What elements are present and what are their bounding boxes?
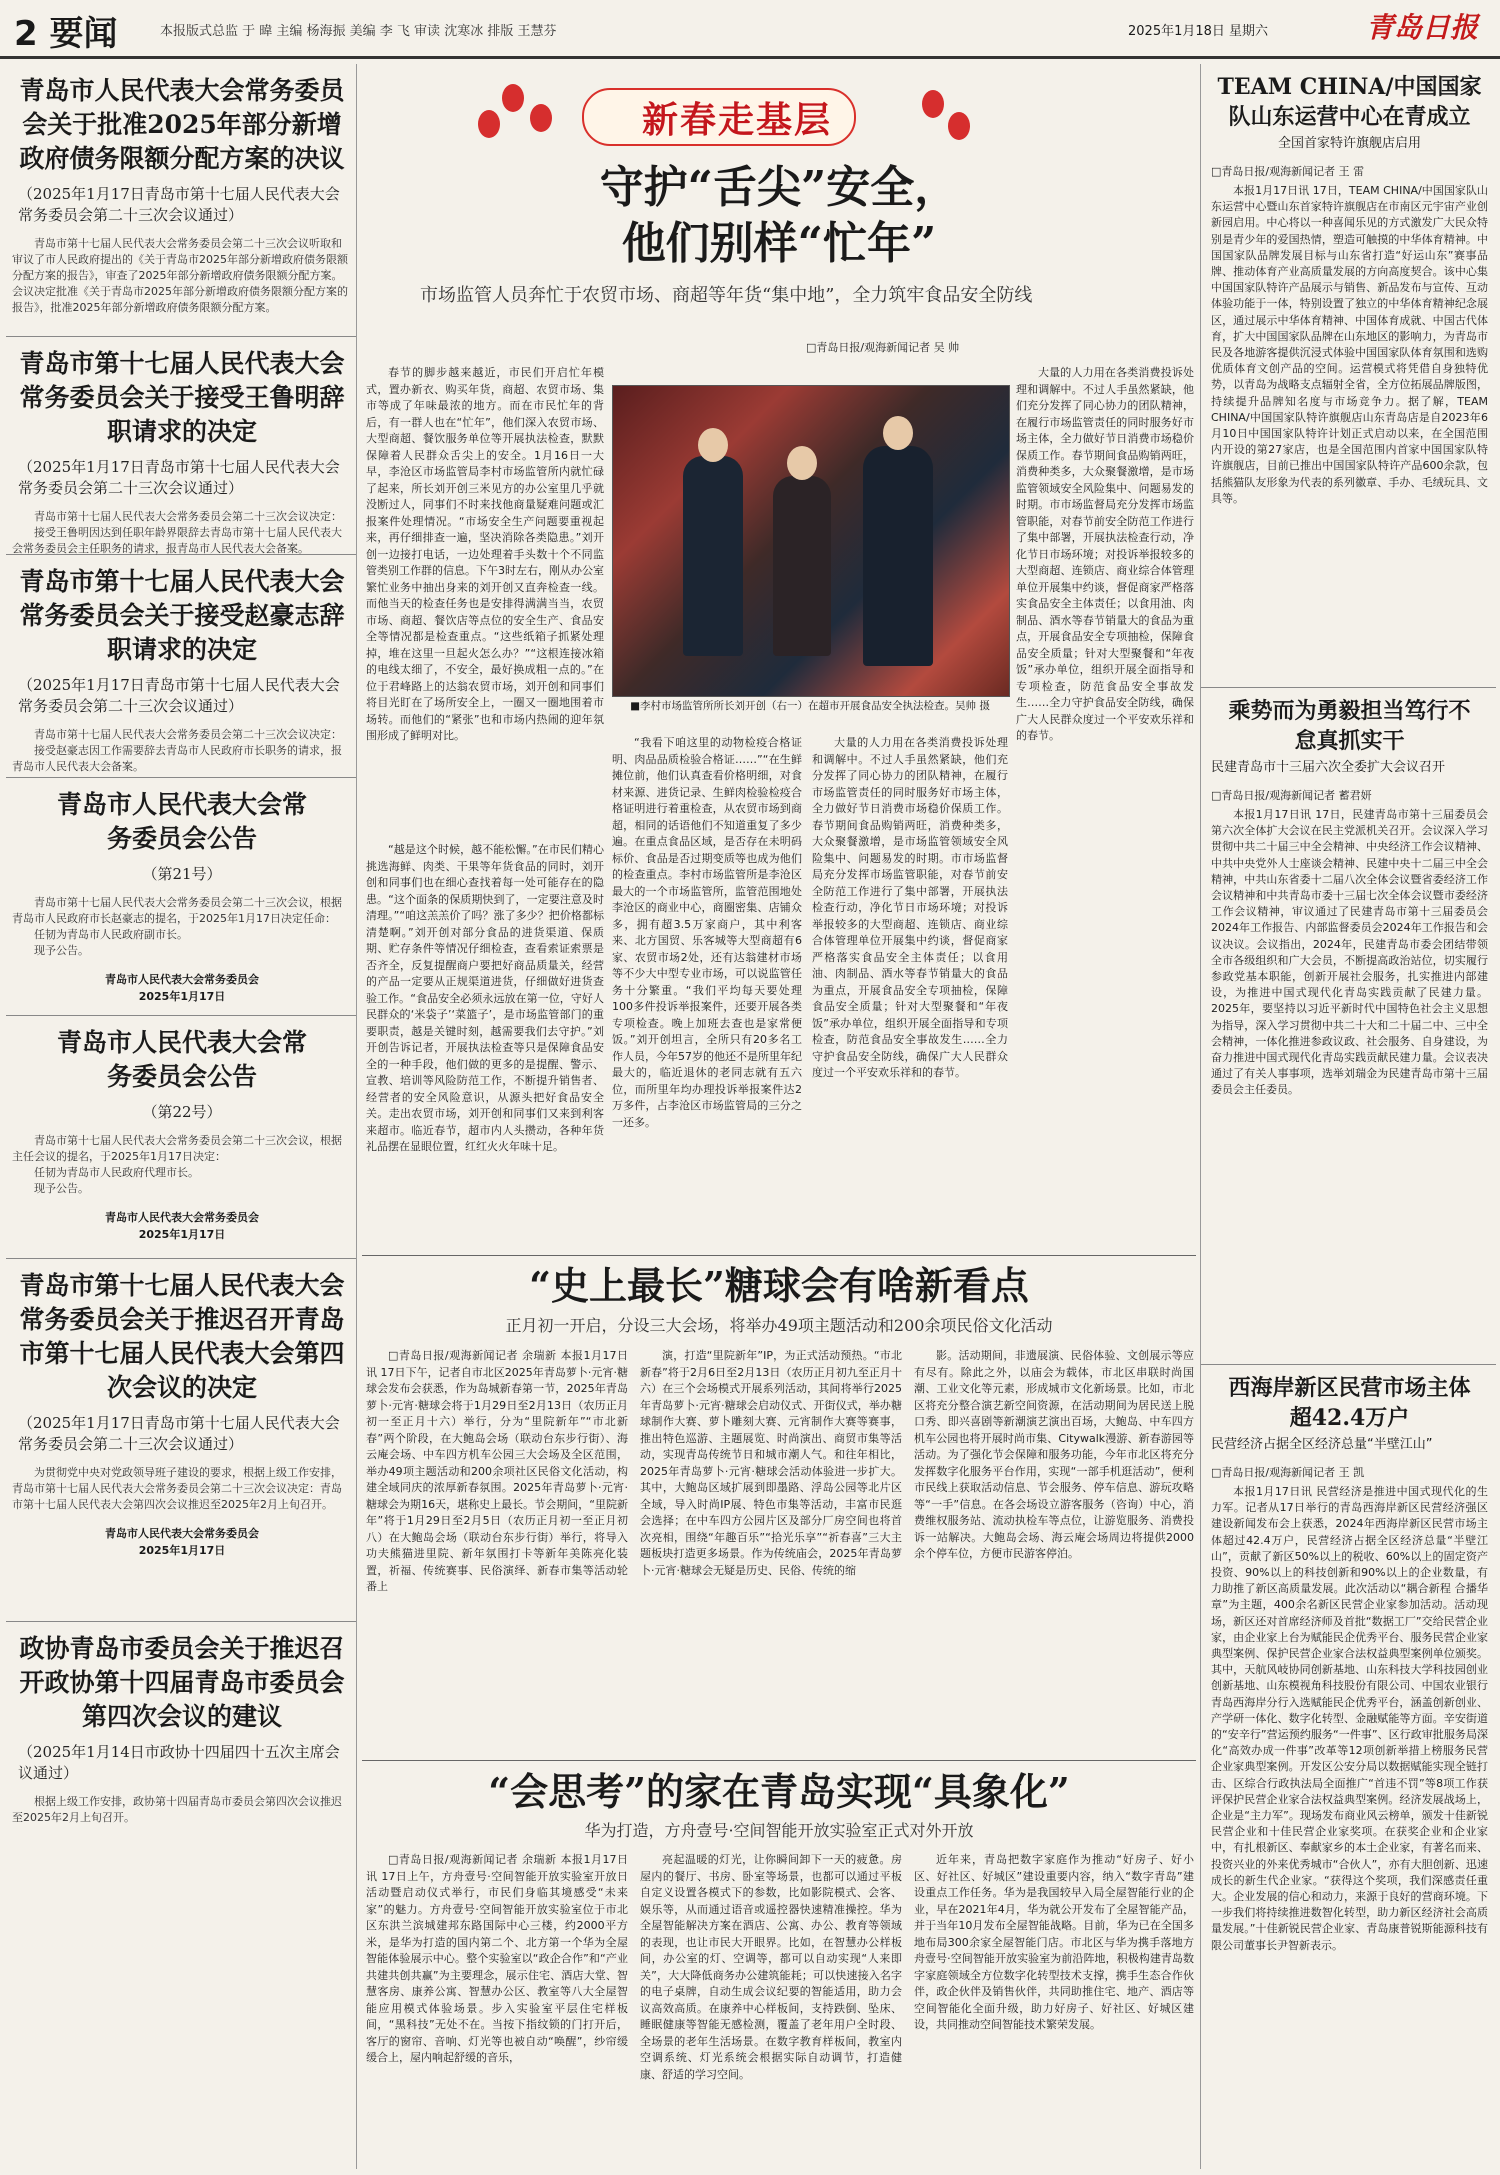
photo-figure xyxy=(773,476,831,656)
article-body xyxy=(1211,1484,1488,1954)
article-sugar-ball-col2 xyxy=(640,1348,902,1748)
article-paragraph: 大量的人力用在各类消费投诉处理和调解中。不过人手虽然紧缺，他们充分发挥了同心协力的团队精神，在履行市场监管责任的同时服务好市场主体，全力做好节日消费市场稳价保质工作。春节期间食品购销两旺，消费种类多，大众聚餐激增，是市场监管领域安全风险集中、问题易发的时期。市市场监督局充分发挥市场监管职能，对春节前安全防范工作进行了集中部署，开展执法检查行动，净化节日市场环境；对投诉举报较多的大型商超、连锁店、商业综合体管理单位开展集中约谈，督促商家严格落实食品安全主体责任；以食用油、肉制品、酒水等春节销量大的食品为重点，开展食品安全专项抽检，保障食品安全质量；针对大型聚餐和“年夜饭”承办单位，组织开展全面指导和专项检查，防范食品安全事故发生……全力守护食品安全防线，确保广大人民群众度过一个平安欢乐祥和的春节。 xyxy=(1016,366,1194,742)
photo-figure-head xyxy=(883,416,913,450)
banner-text: 新春走基层 xyxy=(642,99,833,141)
headline-line: 守护“舌尖”安全， xyxy=(599,162,959,213)
article-paragraph: 春节的脚步越来越近，市民们开启忙年模式，置办新衣、购买年货，商超、农贸市场、集市等成了年味最浓的地方。而在市民忙年的背后，有一群人也在“忙年”，他们深入农贸市场、大型商超、餐饮服务单位等开展执法检查，默默保障着人民群众舌尖上的安全。1月16日一大早，李沧区市场监管局李村市场监管所内就忙碌了起来，所长刘开创三米见方的办公室里几乎就没断过人，同事们不时来找他商量疑难问题或汇报案件处理情况。“市场安全生产问题要重视起来，再仔细排查一遍，坚决消除各类隐患。”刘开创一边接打电话，一边处理着手头数十个不同监管类别工作群的信息。下午3时左右，刚从办公室繁忙业务中抽出身来的刘开创又直奔检查一线。而他当天的检查任务也是安排得满满当当，农贸市场、商超、餐饮店等点位的安全生产、食品安全等情况都是检查重点。“这些纸箱子抓紧处理掉，堆在这里一旦起火怎么办？”“这根连接冰箱的电线太细了，不安全，最好换成粗一点的。”在位于君峰路上的达翁农贸市场，刘开创和同事们将目光盯在了场所安全上，一圈又一圈地围着市场转。而他们的“紧张”也和市场内热闹的迎年氛围形成了鲜明对比。 xyxy=(366,366,604,742)
article-title: 西海岸新区民营市场主体超42.4万户 xyxy=(1228,1375,1471,1431)
article-byline: □青岛日报/观海新闻记者 王 雷 xyxy=(1211,165,1365,178)
article-democratic-league xyxy=(1201,688,1496,1365)
notice-number: （第21号） xyxy=(142,865,222,883)
page-header xyxy=(0,0,1500,59)
notice-title: 青岛市人民代表大会常务委员会公告 xyxy=(56,1028,307,1091)
article-byline: □青岛日报/观海新闻记者 王 凯 xyxy=(1211,1466,1365,1479)
article-smart-home-col3 xyxy=(914,1852,1194,2170)
left-column xyxy=(6,64,357,2169)
signature-org: 青岛市人民代表大会常务委员会 xyxy=(105,1527,259,1540)
section-divider xyxy=(362,1760,1196,1761)
photo-figure xyxy=(863,446,933,666)
article-title: TEAM CHINA/中国国家队山东运营中心在青成立 xyxy=(1217,74,1482,130)
notice-body: 现予公告。 xyxy=(34,1182,89,1195)
article-paragraph: 亮起温暖的灯光，让你瞬间卸下一天的疲惫。房屋内的餐厅、书房、卧室等场景，也都可以通过平板自定义设置各模式下的参数，比如影院模式、会客、娱乐等，从而通过语音或遥控器快速精准操控。华为全屋智能解决方案在酒店、公寓、办公、教育等领域的表现，也让市民大开眼界。比如，在智慧办公样板间，办公室的灯、空调等，都可以自动实现“人来即关”，大大降低商务办公建筑能耗；可以快速接入名字的电子桌牌，自动生成会议纪要的智能适用，助力会议高效高质。在康养中心样板间，支持跌倒、坠床、睡眠健康等智能无感检测，覆盖了老年用户全时段、全场景的老年生活场景。在数字教育样板间，教室内空调系统、灯光系统会根据实际自动调节，打造健康、舒适的学习空间。 xyxy=(640,1853,902,2081)
notice-note: （2025年1月17日青岛市第十七届人民代表大会常务委员会第二十三次会议通过） xyxy=(18,185,340,224)
notice-note: （2025年1月17日青岛市第十七届人民代表大会常务委员会第二十三次会议通过） xyxy=(18,1414,340,1453)
photo-caption: ■李村市场监管所所长刘开创（右一）在超市开展食品安全执法检查。吴帅 摄 xyxy=(630,700,990,712)
notice-body: 青岛市第十七届人民代表大会常务委员会第二十三次会议听取和审议了市人民政府提出的《关于青岛市2025年部分新增政府债务限额分配方案的报告》，审查了2025年部分新增政府债务限额分配方案。会议决定批准《关于青岛市2025年部分新增政府债务限额分配方案的报告》，批准2025年部分新增政府债务限额分配方案。 xyxy=(12,237,348,314)
notice-body: 任韧为青岛市人民政府代理市长。 xyxy=(34,1166,199,1179)
issue-date: 2025年1月18日 星期六 xyxy=(1128,24,1269,39)
notice-body: 青岛市第十七届人民代表大会常务委员会第二十三次会议决定： xyxy=(34,728,342,741)
news-photo-inspection xyxy=(612,385,1010,697)
signature-org: 青岛市人民代表大会常务委员会 xyxy=(105,973,259,986)
article-food-safety-subtitle: 市场监管人员奔忙于农贸市场、商超等年货“集中地”，全力筑牢食品安全防线 xyxy=(420,285,1033,306)
article-title: 乘势而为勇毅担当笃行不怠真抓实干 xyxy=(1228,698,1471,754)
photo-figure xyxy=(683,456,743,656)
article-paragraph: “越是这个时候，越不能松懈。”在市民们精心挑选海鲜、肉类、干果等年货食品的同时，刘开创和同事们也在细心查找着每一处可能存在的隐患。“这个面条的保质期快到了，一定要注意及时清理。”“咱这羔羔价了吗？涨了多少？把价格都标清楚啊。”刘开创对部分食品的进货渠道、保质期、贮存条件等情况仔细检查，查看索证索票是否齐全，反复提醒商户要把好商品质量关，经营的产品一定要从正规渠道进货，仔细做好进货查验工作。“食品安全必须永远放在第一位，守好人民群众的‘米袋子’‘菜篮子’，是市场监管部门的重要职责，越是关键时刻，越需要我们去守护。”刘开创告诉记者，开展执法检查等只是保障食品安全的一种手段，他们做的更多的是提醒、警示、宣教、培训等风险防范工作，不断提升销售者、经营者的安全风险意识，从源头把好食品安全关。走出农贸市场，刘开创和同事们又来到利客来超市。临近春节，超市内人头攒动，各种年货礼品摆在显眼位置，红红火火年味十足。 xyxy=(366,843,604,1153)
article-smart-home-subtitle: 华为打造，方舟壹号·空间智能开放实验室正式对外开放 xyxy=(584,1821,974,1840)
article-food-safety-col4 xyxy=(812,735,1008,1247)
lantern-icon xyxy=(478,110,500,138)
notice-signature xyxy=(12,1525,352,1559)
signature-date: 2025年1月17日 xyxy=(138,990,226,1003)
article-sugar-ball-col3 xyxy=(914,1348,1194,1748)
notice-body: 青岛市第十七届人民代表大会常务委员会第二十三次会议决定： xyxy=(34,510,342,523)
article-paragraph: 本报1月17日讯 民营经济是推进中国式现代化的生力军。记者从17日举行的青岛西海岸新区民营经济强区建设新闻发布会上获悉，2024年西海岸新区民营市场主体超过42.4万户，民营经济占据全区经济总量“半壁江山”，贡献了新区50%以上的税收、60%以上的固定资产投资、90%以上的科技创新和90%以上的企业数量，有力助推了新区高质量发展。此次活动以“耦合新程 合播华章”为主题，400余名新区民营企业家参加活动。活动现场，新区还对首席经济师及首批“数据工厂”交给民营企业家，由企业家上台为赋能民企优秀平台、服务民营企业家典型案例、保护民营企业家合法权益典型案例单位颁奖。其中，天航风岐协同创新基地、山东科技大学科技园创业创新基地、山东模视角科技股份有限公司、中国农业银行青岛西海岸分行入选赋能民企优秀平台，涵盖创新创业、产学研一体化、数字化转型、金融赋能等方面。辛安街道的“安辛行”营运预约服务“一件事”、区行政审批服务局深化“高效办成一件事”改革等12项创新举措上榜服务民营企业家典型案例。开发区公安分局以数据赋能实现全链打击、区综合行政执法局全面推广“首违不罚”等8项工作获评保护民营企业家合法权益典型案例。经济发展战场上，企业是“主力军”。现场发布商业风云榜单，颁发十佳新锐民营企业和十佳民营企业家奖项。在获奖企业和企业家中，有扎根新区、奉献家乡的本土企业家，有著名而来、投资兴业的外来优秀城市“合伙人”，亦有大胆创新、迅速成长的新生代企业家。“获得这个奖项，我们深感责任重大。企业发展的信心和动力，来源于良好的营商环境。下一步我们将持续推进数智化转型，助力新区经济社会高质量发展。”十佳新锐民营企业家、青岛康普锐斯能源科技有限公司董事长尹智新表示。 xyxy=(1211,1485,1488,1952)
notice-note: （2025年1月17日青岛市第十七届人民代表大会常务委员会第二十三次会议通过） xyxy=(18,676,340,715)
notice-body: 根据上级工作安排，政协第十四届青岛市委员会第四次会议推迟至2025年2月上旬召开。 xyxy=(12,1795,342,1824)
editor-credits: 本报版式总监 于 暐 主编 杨海振 美编 李 飞 审读 沈寒冰 排版 王慧芬 xyxy=(160,24,557,39)
signature-date: 2025年1月17日 xyxy=(138,1228,226,1241)
lantern-icon xyxy=(922,90,944,118)
article-body xyxy=(1211,807,1488,1099)
article-paragraph: □青岛日报/观海新闻记者 余瑞新 本报1月17日讯 17日上午，方舟壹号·空间智能开放实验室开放日活动暨启动仪式举行，市民们身临其境感受“未来家”的魅力。方舟壹号·空间智能开放实验室位于市北区东洪兰滨城建邦东路国际中心三楼，约2000平方米，是华为打造的国内第二个、北方第一个华为全屋智能体验展示中心。整个实验室以“政企合作”和“产业共建共创共赢”为主要理念，展示住宅、酒店大堂、智慧客房、康养公寓、智慧办公区、教室等八大全屋智能应用模式体验场景。步入实验室平层住宅样板间，“黑科技”无处不在。当按下指纹锁的门打开后，客厅的窗帘、音响、灯光等也被自动“唤醒”，纱帘缓缓合上，屋内响起舒缓的音乐， xyxy=(366,1853,628,2064)
article-subtitle: 民建青岛市十三届六次全委扩大会议召开 xyxy=(1211,760,1446,775)
article-food-safety-col1 xyxy=(366,365,604,840)
article-body xyxy=(1211,183,1488,507)
notice-title: 青岛市第十七届人民代表大会常务委员会关于接受王鲁明辞职请求的决定 xyxy=(19,349,345,446)
right-column xyxy=(1200,64,1496,2169)
notice-postpone-npc xyxy=(6,1259,356,1622)
headline-line: 他们别样“忙年” xyxy=(621,218,937,269)
article-paragraph: 本报1月17日讯 17日，TEAM CHINA/中国国家队山东运营中心暨山东首家特许旗舰店在市南区元宇宙产业创新园启用。中心将以一种喜闻乐见的方式激发广大民众特别是青少年的爱国热情，塑造可触摸的中华体育精神。中国国家队品牌发展目标与山东省打造“好运山东”赛事品牌、推动体育产业高质量发展的方向高度契合。该中心集中国国家队特许产品展示与销售、新品发布与宣传、互动体验功能于一体，特别设置了独立的中华体育精神纪念展区，通过展示中华体育精神、中国体育成就、中国古代体育，扩大中国国家队品牌在山东地区的影响力，为青岛市民及各地游客提供沉浸式体验中国国家队体育氛围和选购优质体育文创产品的空间。运营模式将凭借自身独特优势，以青岛为战略支点辐射全省，全方位拓展品牌版图，持续提升品牌知名度与市场竞争力。据了解，TEAM CHINA/中国国家队特许旗舰店山东青岛店是自2023年6月10日中国国家队特许计划正式启动以来，在全国范围内开设的第27家店，也是全国范围内首家中国国家队特许旗舰店，目前已推出中国国家队特许产品600余款，包括熊猫队友形象为代表的系列徽章、手办、毛绒玩具、文具等。 xyxy=(1211,184,1488,505)
signature-date: 2025年1月17日 xyxy=(138,1544,226,1557)
article-food-safety-col5 xyxy=(1016,365,1194,1247)
notice-note: （2025年1月14日市政协十四届四十五次主席会议通过） xyxy=(18,1743,340,1782)
notice-body: 现予公告。 xyxy=(34,944,89,957)
notice-announcement-21 xyxy=(6,778,356,1016)
notice-note: （2025年1月17日青岛市第十七届人民代表大会常务委员会第二十三次会议通过） xyxy=(18,458,340,497)
notice-resign-zhao xyxy=(6,555,356,778)
lantern-icon xyxy=(948,112,970,140)
article-sugar-ball-subtitle: 正月初一开启，分设三大会场，将举办49项主题活动和200余项民俗文化活动 xyxy=(505,1316,1053,1335)
notice-title: 青岛市第十七届人民代表大会常务委员会关于推迟召开青岛市第十七届人民代表大会第四次会议的决定 xyxy=(19,1271,345,1402)
notice-title: 青岛市第十七届人民代表大会常务委员会关于接受赵豪志辞职请求的决定 xyxy=(19,567,345,664)
notice-signature xyxy=(12,1209,352,1243)
notice-number: （第22号） xyxy=(142,1103,222,1121)
notice-body: 青岛市第十七届人民代表大会常务委员会第二十三次会议，根据主任会议的提名，于2025年1月17日决定： xyxy=(12,1134,342,1163)
notice-debt-limit xyxy=(6,64,356,337)
lantern-icon xyxy=(530,104,552,132)
article-paragraph: 近年来，青岛把数字家庭作为推动“好房子、好小区、好社区、好城区”建设重要内容，纳入“数字青岛”建设重点工作任务。华为是我国较早入局全屋智能行业的企业，早在2021年4月，华为就公开发布了全屋智能产品，并于当年10月发布全屋智能战略。目前，华为已在全国多地布局300余家全屋智能门店。市北区与华为携手落地方舟壹号·空间智能开放实验室为前沿阵地，积极构建青岛数字家庭领域全方位数字化转型技术支撑，携手生态合作伙伴，政企伙伴及销售伙伴，共同助推住宅、地产、酒店等空间智能化全面升级，助力好房子、好社区、好城区建设，共同推动空间智能技术繁荣发展。 xyxy=(914,1853,1194,2031)
notice-signature xyxy=(12,971,352,1005)
article-food-safety-headline xyxy=(362,160,1196,272)
notice-title: 青岛市人民代表大会常务委员会关于批准2025年部分新增政府债务限额分配方案的决议 xyxy=(19,76,345,173)
article-paragraph: 影。活动期间，非遗展演、民俗体验、文创展示等应有尽有。除此之外，以庙会为载体，市北区串联时尚国潮、工业文化等元素，形成城市文化新场景。比如，市北区将充分整合演艺新空间资源，在活动期间为居民送上脱口秀、即兴喜剧等新潮演艺演出百场，大鲍岛、中车四方机车公园也将开展时尚市集、Citywalk漫游、新春游园等活动。为了强化节会保障和服务功能，今年市北区将充分发挥数字化服务平台作用，实现“一部手机逛活动”，便利市民线上获取活动信息、节会服务、停车信息、游玩攻略等“一手”信息。在各会场设立游客服务（咨询）中心，消费维权服务站、流动执检车等点位，让游览服务、消费投诉一站解决。大鲍岛会场、海云庵会场周边将提供2000余个停车位，方便市民游客停泊。 xyxy=(914,1349,1194,1560)
article-food-safety-col3 xyxy=(612,735,802,1247)
article-byline: □青岛日报/观海新闻记者 吴 帅 xyxy=(806,341,960,354)
article-subtitle: 民营经济占据全区经济总量“半壁江山” xyxy=(1211,1437,1433,1452)
notice-announcement-22 xyxy=(6,1016,356,1259)
notice-body: 为贯彻党中央对党政领导班子建设的要求，根据上级工作安排，青岛市第十七届人民代表大会常务委员会第二十三次会议决定：青岛市第十七届人民代表大会第四次会议推迟至2025年2月上旬召开。 xyxy=(12,1466,342,1511)
article-paragraph: 大量的人力用在各类消费投诉处理和调解中。不过人手虽然紧缺，他们充分发挥了同心协力的团队精神，在履行市场监管责任的同时服务好市场主体，全力做好节日消费市场稳价保质工作。春节期间食品购销两旺，消费种类多，大众聚餐激增，是市场监管领域安全风险集中、问题易发的时期。市市场监督局充分发挥市场监管职能，对春节前安全防范工作进行了集中部署，开展执法检查行动，净化节日市场环境；对投诉举报较多的大型商超、连锁店、商业综合体管理单位开展集中约谈，督促商家严格落实食品安全主体责任；以食用油、肉制品、酒水等春节销量大的食品为重点，开展食品安全专项抽检，保障食品安全质量；针对大型聚餐和“年夜饭”承办单位，组织开展全面指导和专项检查，防范食品安全事故发生……全力守护食品安全防线，确保广大人民群众度过一个平安欢乐祥和的春节。 xyxy=(812,736,1008,1079)
notice-body: 接受赵豪志因工作需要辞去青岛市人民政府市长职务的请求，报青岛市人民代表大会备案。 xyxy=(12,744,342,773)
notice-body: 接受王鲁明因达到任职年龄界限辞去青岛市第十七届人民代表大会常务委员会主任职务的请求，报青岛市人民代表大会备案。 xyxy=(12,526,342,555)
section-divider xyxy=(362,1255,1196,1256)
article-byline: □青岛日报/观海新闻记者 蓄君妍 xyxy=(1211,789,1372,802)
notice-body: 任韧为青岛市人民政府副市长。 xyxy=(34,928,188,941)
article-paragraph: 演，打造“里院新年”IP，为正式活动预热。“市北新春”将于2月6日至2月13日（农历正月初九至正月十六）在三个会场模式开展系列活动，其间将举行2025年青岛萝卜·元宵·糖球会启动仪式、开街仪式，举办糖球制作大赛、萝卜雕刻大赛、元宵制作大赛等赛事，推出特色巡游、主题展览、时尚演出、商贸市集等活动，实现青岛传统节日和城市潮人气。和往年相比，2025年青岛萝卜·元宵·糖球会活动体验进一步扩大。其中，大鲍岛区域扩展到即墨路、浮岛公园等北片区全域，导入时尚IP展、特色市集等活动，丰富市民逛会选择；在中车四方公园片区及部分厂房空间也将首次亮相，围绕“年趣百乐”“拾光乐享”“祈春喜”三大主题板块打造更多场景。作为传统庙会，2025年青岛萝卜·元宵·糖球会无疑是历史、民俗、传统的缩 xyxy=(640,1349,902,1577)
notice-postpone-cppcc xyxy=(6,1622,356,1838)
article-smart-home-col1 xyxy=(366,1852,628,2170)
notice-body: 青岛市第十七届人民代表大会常务委员会第二十三次会议，根据青岛市人民政府市长赵豪志的提名，于2025年1月17日决定任命： xyxy=(12,896,342,925)
notice-resign-wang xyxy=(6,337,356,555)
article-sugar-ball-col1 xyxy=(366,1348,628,1748)
page-number: 2 要闻 xyxy=(14,14,118,54)
article-paragraph: 本报1月17日讯 17日，民建青岛市第十三届委员会第六次全体扩大会议在民主党派机关召开。会议深入学习贯彻中共二十届三中全会精神、中央经济工作会议精神、中共中央党外人士座谈会精神、民建中央十二届三中全会精神，中共山东省委十二届八次全体会议暨省委经济工作会议精神和中共青岛市委十三届七次全体会议暨市委经济工作会议精神，审议通过了民建青岛市第十三届委员会2024年工作报告、内部监督委员会2024年工作报告和会议决议。会议指出，2024年，民建青岛市委会团结带领全市各级组织和广大会员，不断提高政治站位，切实履行参政党基本职能，创新开展社会服务，扎实推进内部建设，为推进中国式现代化青岛实践贡献了民建力量。2025年，要坚持以习近平新时代中国特色社会主义思想为指导，深入学习贯彻中共二十大和二十届二中、三中全会精神，一体化推进参政议政、社会服务、自身建设，为奋力推进中国式现代化青岛实践贡献民建力量。会议表决通过了有关人事事项，选举刘瑞金为民建青岛市第十三届委员会主任委员。 xyxy=(1211,808,1488,1097)
article-paragraph: “我看下咱这里的动物检疫合格证明、肉品品质检验合格证……”“在生鲜摊位前，他们认真查看价格明细，对食材来源、进货记录、生鲜肉检验检疫合格证明进行着重检查，从农贸市场到商超，相同的话语他们不知道重复了多少遍。在重点食品区域，是否存在未明码标价、食品是否过期变质等也成为他们的检查重点。李村市场监管所是李沧区最大的一个市场监管所，监管范围地处李沧区的商业中心，商圈密集、店铺众多，拥有超3.5万家商户，其中利客来、北方国贸、乐客城等大型商超有6家、农贸市场2处，还有达翁建材市场等不少大中型专业市场，可以说监管任务十分繁重。“我们平均每天要处理100多件投诉举报案件，还要开展各类专项检查。晚上加班去查也是家常便饭。”刘开创坦言，全所只有20多名工作人员，今年57岁的他还不是所里年纪最大的，临近退休的老同志就有五六位，而所里年均办理投诉举报案件达2万多件，占李沧区市场监管局的三分之一还多。 xyxy=(612,736,802,1129)
signature-org: 青岛市人民代表大会常务委员会 xyxy=(105,1211,259,1224)
article-west-coast-economy xyxy=(1201,1365,1496,2169)
article-paragraph: □青岛日报/观海新闻记者 余瑞新 本报1月17日讯 17日下午，记者自市北区2025年青岛萝卜·元宵·糖球会发布会获悉，作为岛城新春第一节，2025年青岛萝卜·元宵·糖球会将于1月29日至2月13日（农历正月初一至正月十六）举行，分为“里院新年”“市北新春”两个阶段，在大鲍岛会场（联动台东步行街）、海云庵会场、中车四方机车公园三大会场及全区范围，举办49项主题活动和200余项社区民俗文化活动，构建全域同庆的浓厚新春氛围。2025年青岛萝卜·元宵·糖球会为期16天，堪称史上最长。节会期间，“里院新年”将于1月29日至2月5日（农历正月初一至正月初八）在大鲍岛会场（联动台东步行街）举行，将导入功夫熊猫进里院、新年氛围打卡等新年美陈亮化装置，祈福、传统赛事、民俗演绎、新春市集等活动轮番上 xyxy=(366,1349,628,1593)
lantern-icon xyxy=(502,84,524,112)
article-team-china xyxy=(1201,64,1496,688)
spring-festival-banner xyxy=(362,70,1196,158)
article-sugar-ball-headline: “史上最长”糖球会有啥新看点 xyxy=(529,1263,1029,1308)
photo-figure-head xyxy=(787,446,817,480)
article-food-safety-col1b xyxy=(366,842,604,1247)
article-subtitle: 全国首家特许旗舰店启用 xyxy=(1277,136,1421,151)
notice-title: 青岛市人民代表大会常务委员会公告 xyxy=(56,790,307,853)
notice-title: 政协青岛市委员会关于推迟召开政协第十四届青岛市委员会第四次会议的建议 xyxy=(19,1634,345,1731)
photo-figure-head xyxy=(698,428,728,462)
newspaper-logo: 青岛日报 xyxy=(1366,11,1479,44)
article-smart-home-headline: “会思考”的家在青岛实现“具象化” xyxy=(488,1769,1070,1814)
article-smart-home-col2 xyxy=(640,1852,902,2170)
